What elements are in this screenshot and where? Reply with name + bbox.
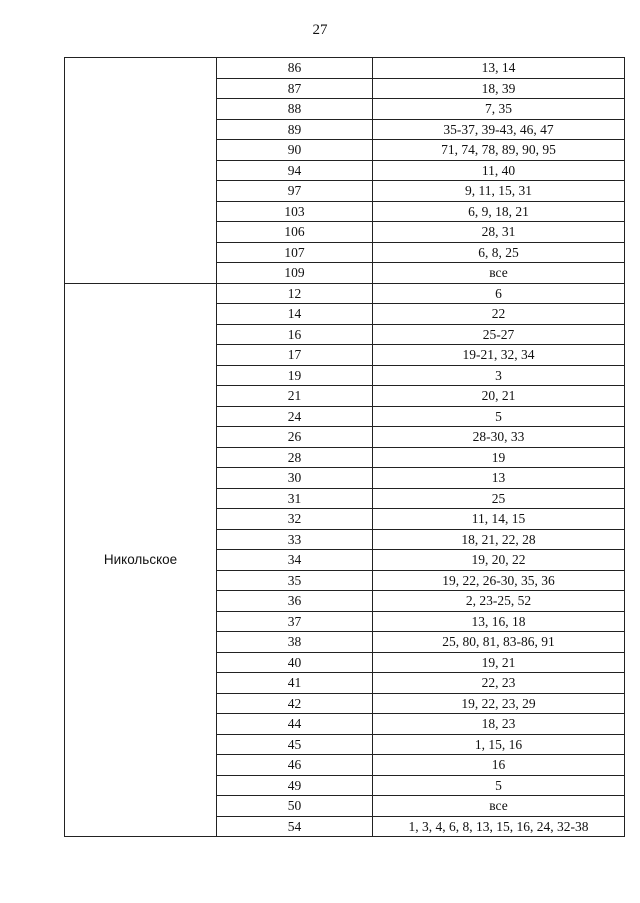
apartment-values-cell: 1, 3, 4, 6, 8, 13, 15, 16, 24, 32-38: [373, 816, 625, 837]
apartment-values-cell: 5: [373, 775, 625, 796]
house-number-cell: 54: [217, 816, 373, 837]
apartment-values-cell: 25: [373, 488, 625, 509]
house-number-cell: 49: [217, 775, 373, 796]
house-number-cell: 19: [217, 365, 373, 386]
apartment-values-cell: 7, 35: [373, 99, 625, 120]
apartment-values-cell: 25-27: [373, 324, 625, 345]
apartment-values-cell: 20, 21: [373, 386, 625, 407]
settlement-name-cell: Никольское: [65, 283, 217, 837]
apartment-values-cell: 22: [373, 304, 625, 325]
apartment-values-cell: 19, 22, 23, 29: [373, 693, 625, 714]
house-number-cell: 30: [217, 468, 373, 489]
house-number-cell: 87: [217, 78, 373, 99]
apartment-values-cell: 18, 23: [373, 714, 625, 735]
house-number-cell: 44: [217, 714, 373, 735]
house-number-cell: 31: [217, 488, 373, 509]
apartment-values-cell: 28, 31: [373, 222, 625, 243]
house-number-cell: 107: [217, 242, 373, 263]
house-number-cell: 97: [217, 181, 373, 202]
house-number-cell: 86: [217, 58, 373, 79]
addresses-table-body: [65, 58, 625, 837]
apartment-values-cell: 6: [373, 283, 625, 304]
apartment-values-cell: все: [373, 263, 625, 284]
apartment-values-cell: 28-30, 33: [373, 427, 625, 448]
house-number-cell: 21: [217, 386, 373, 407]
apartment-values-cell: 11, 40: [373, 160, 625, 181]
apartment-values-cell: 6, 9, 18, 21: [373, 201, 625, 222]
house-number-cell: 12: [217, 283, 373, 304]
apartment-values-cell: 3: [373, 365, 625, 386]
apartment-values-cell: 71, 74, 78, 89, 90, 95: [373, 140, 625, 161]
table-row: [65, 58, 625, 79]
settlement-name-cell: [65, 58, 217, 284]
apartment-values-cell: 11, 14, 15: [373, 509, 625, 530]
apartment-values-cell: 2, 23-25, 52: [373, 591, 625, 612]
house-number-cell: 46: [217, 755, 373, 776]
table-row: [65, 283, 625, 304]
house-number-cell: 109: [217, 263, 373, 284]
house-number-cell: 35: [217, 570, 373, 591]
apartment-values-cell: 18, 21, 22, 28: [373, 529, 625, 550]
house-number-cell: 24: [217, 406, 373, 427]
house-number-cell: 28: [217, 447, 373, 468]
apartment-values-cell: 19, 20, 22: [373, 550, 625, 571]
apartment-values-cell: 13, 14: [373, 58, 625, 79]
house-number-cell: 88: [217, 99, 373, 120]
apartment-values-cell: 13: [373, 468, 625, 489]
apartment-values-cell: 16: [373, 755, 625, 776]
house-number-cell: 45: [217, 734, 373, 755]
house-number-cell: 17: [217, 345, 373, 366]
house-number-cell: 90: [217, 140, 373, 161]
house-number-cell: 89: [217, 119, 373, 140]
house-number-cell: 34: [217, 550, 373, 571]
apartment-values-cell: 6, 8, 25: [373, 242, 625, 263]
apartment-values-cell: все: [373, 796, 625, 817]
house-number-cell: 41: [217, 673, 373, 694]
apartment-values-cell: 18, 39: [373, 78, 625, 99]
apartment-values-cell: 9, 11, 15, 31: [373, 181, 625, 202]
house-number-cell: 40: [217, 652, 373, 673]
house-number-cell: 26: [217, 427, 373, 448]
addresses-table: [64, 57, 625, 837]
house-number-cell: 50: [217, 796, 373, 817]
house-number-cell: 106: [217, 222, 373, 243]
apartment-values-cell: 13, 16, 18: [373, 611, 625, 632]
apartment-values-cell: 19-21, 32, 34: [373, 345, 625, 366]
house-number-cell: 94: [217, 160, 373, 181]
apartment-values-cell: 19, 21: [373, 652, 625, 673]
house-number-cell: 32: [217, 509, 373, 530]
house-number-cell: 36: [217, 591, 373, 612]
house-number-cell: 42: [217, 693, 373, 714]
house-number-cell: 33: [217, 529, 373, 550]
apartment-values-cell: 1, 15, 16: [373, 734, 625, 755]
page-number: 27: [312, 22, 328, 38]
apartment-values-cell: 5: [373, 406, 625, 427]
apartment-values-cell: 19: [373, 447, 625, 468]
apartment-values-cell: 35-37, 39-43, 46, 47: [373, 119, 625, 140]
apartment-values-cell: 22, 23: [373, 673, 625, 694]
house-number-cell: 14: [217, 304, 373, 325]
apartment-values-cell: 25, 80, 81, 83-86, 91: [373, 632, 625, 653]
apartment-values-cell: 19, 22, 26-30, 35, 36: [373, 570, 625, 591]
house-number-cell: 38: [217, 632, 373, 653]
house-number-cell: 16: [217, 324, 373, 345]
house-number-cell: 103: [217, 201, 373, 222]
house-number-cell: 37: [217, 611, 373, 632]
